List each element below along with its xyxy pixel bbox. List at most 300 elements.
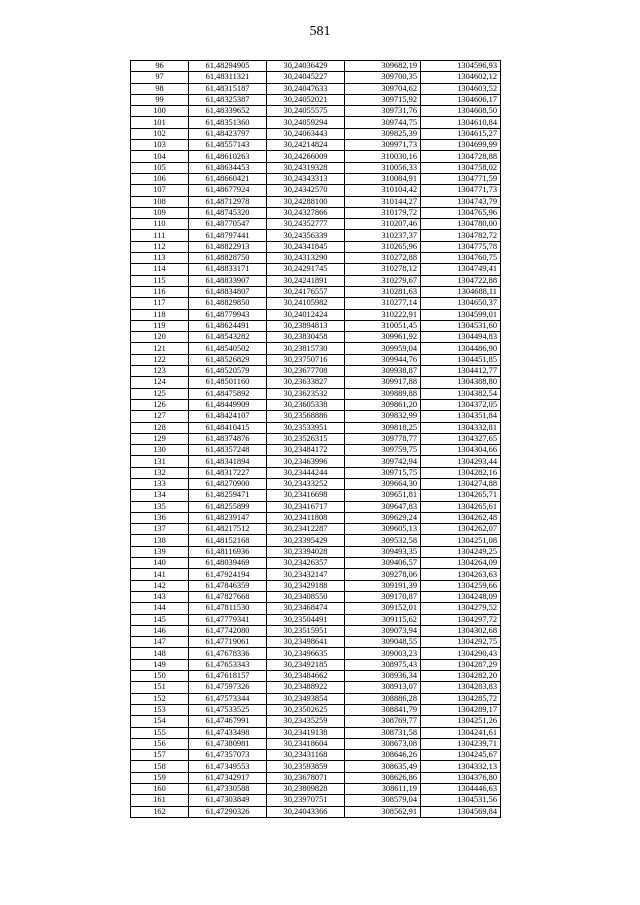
point-number-cell: 140 [131, 558, 189, 569]
latitude-cell: 61,48423797 [189, 128, 267, 139]
x-coordinate-cell: 310237,37 [345, 230, 421, 241]
point-number-cell: 135 [131, 501, 189, 512]
y-coordinate-cell: 1304722,88 [421, 275, 501, 286]
table-row [131, 738, 501, 749]
y-coordinate-cell: 1304782,72 [421, 230, 501, 241]
x-coordinate-cell: 309073,94 [345, 625, 421, 636]
longitude-cell: 30,23426357 [267, 558, 345, 569]
x-coordinate-cell: 308635,49 [345, 761, 421, 772]
table-row [131, 173, 501, 184]
point-number-cell: 129 [131, 433, 189, 444]
longitude-cell: 30,23496635 [267, 648, 345, 659]
latitude-cell: 61,48475892 [189, 388, 267, 399]
latitude-cell: 61,47330588 [189, 784, 267, 795]
latitude-cell: 61,48520579 [189, 366, 267, 377]
point-number-cell: 151 [131, 682, 189, 693]
y-coordinate-cell: 1304775,78 [421, 241, 501, 252]
y-coordinate-cell: 1304259,66 [421, 580, 501, 591]
y-coordinate-cell: 1304302,68 [421, 625, 501, 636]
x-coordinate-cell: 308562,91 [345, 806, 421, 817]
y-coordinate-cell: 1304608,50 [421, 106, 501, 117]
table-row [131, 207, 501, 218]
x-coordinate-cell: 310056,33 [345, 162, 421, 173]
longitude-cell: 30,23633827 [267, 377, 345, 388]
point-number-cell: 161 [131, 795, 189, 806]
latitude-cell: 61,48526829 [189, 354, 267, 365]
longitude-cell: 30,23411808 [267, 512, 345, 523]
latitude-cell: 61,48410415 [189, 422, 267, 433]
table-row [131, 61, 501, 72]
latitude-cell: 61,48833907 [189, 275, 267, 286]
point-number-cell: 114 [131, 264, 189, 275]
point-number-cell: 142 [131, 580, 189, 591]
longitude-cell: 30,24291745 [267, 264, 345, 275]
point-number-cell: 122 [131, 354, 189, 365]
x-coordinate-cell: 310277,14 [345, 298, 421, 309]
y-coordinate-cell: 1304771,59 [421, 173, 501, 184]
longitude-cell: 30,23493854 [267, 693, 345, 704]
x-coordinate-cell: 309664,30 [345, 478, 421, 489]
x-coordinate-cell: 309742,94 [345, 456, 421, 467]
point-number-cell: 96 [131, 61, 189, 72]
latitude-cell: 61,48424107 [189, 411, 267, 422]
table-row [131, 320, 501, 331]
longitude-cell: 30,24043366 [267, 806, 345, 817]
y-coordinate-cell: 1304351,84 [421, 411, 501, 422]
table-row [131, 332, 501, 343]
x-coordinate-cell: 309406,57 [345, 558, 421, 569]
x-coordinate-cell: 309682,19 [345, 61, 421, 72]
point-number-cell: 143 [131, 591, 189, 602]
latitude-cell: 61,47742080 [189, 625, 267, 636]
x-coordinate-cell: 310207,46 [345, 219, 421, 230]
latitude-cell: 61,47573344 [189, 693, 267, 704]
latitude-cell: 61,47924194 [189, 569, 267, 580]
y-coordinate-cell: 1304263,63 [421, 569, 501, 580]
point-number-cell: 117 [131, 298, 189, 309]
latitude-cell: 61,48770547 [189, 219, 267, 230]
table-row [131, 569, 501, 580]
point-number-cell: 134 [131, 490, 189, 501]
point-number-cell: 154 [131, 716, 189, 727]
longitude-cell: 30,23515951 [267, 625, 345, 636]
latitude-cell: 61,48357248 [189, 445, 267, 456]
y-coordinate-cell: 1304292,75 [421, 637, 501, 648]
longitude-cell: 30,23432147 [267, 569, 345, 580]
point-number-cell: 123 [131, 366, 189, 377]
table-row [131, 298, 501, 309]
x-coordinate-cell: 308646,26 [345, 750, 421, 761]
longitude-cell: 30,24045227 [267, 72, 345, 83]
y-coordinate-cell: 1304262,48 [421, 512, 501, 523]
latitude-cell: 61,48449909 [189, 399, 267, 410]
y-coordinate-cell: 1304596,93 [421, 61, 501, 72]
point-number-cell: 155 [131, 727, 189, 738]
latitude-cell: 61,48677924 [189, 185, 267, 196]
table-row [131, 162, 501, 173]
x-coordinate-cell: 310279,67 [345, 275, 421, 286]
y-coordinate-cell: 1304282,20 [421, 671, 501, 682]
point-number-cell: 132 [131, 467, 189, 478]
point-number-cell: 139 [131, 546, 189, 557]
longitude-cell: 30,23593859 [267, 761, 345, 772]
x-coordinate-cell: 310272,88 [345, 253, 421, 264]
longitude-cell: 30,23533951 [267, 422, 345, 433]
x-coordinate-cell: 309647,83 [345, 501, 421, 512]
point-number-cell: 159 [131, 772, 189, 783]
latitude-cell: 61,48797441 [189, 230, 267, 241]
y-coordinate-cell: 1304688,11 [421, 286, 501, 297]
point-number-cell: 148 [131, 648, 189, 659]
point-number-cell: 99 [131, 94, 189, 105]
y-coordinate-cell: 1304251,08 [421, 535, 501, 546]
y-coordinate-cell: 1304376,80 [421, 772, 501, 783]
x-coordinate-cell: 309778,77 [345, 433, 421, 444]
longitude-cell: 30,23408550 [267, 591, 345, 602]
latitude-cell: 61,47349553 [189, 761, 267, 772]
latitude-cell: 61,47357073 [189, 750, 267, 761]
table-row [131, 309, 501, 320]
longitude-cell: 30,23568886 [267, 411, 345, 422]
longitude-cell: 30,24063443 [267, 128, 345, 139]
point-number-cell: 108 [131, 196, 189, 207]
longitude-cell: 30,23433252 [267, 478, 345, 489]
latitude-cell: 61,48634453 [189, 162, 267, 173]
longitude-cell: 30,24047633 [267, 83, 345, 94]
longitude-cell: 30,24352777 [267, 219, 345, 230]
y-coordinate-cell: 1304249,25 [421, 546, 501, 557]
longitude-cell: 30,24214824 [267, 140, 345, 151]
table-row [131, 535, 501, 546]
y-coordinate-cell: 1304290,43 [421, 648, 501, 659]
x-coordinate-cell: 310265,96 [345, 241, 421, 252]
table-row [131, 377, 501, 388]
latitude-cell: 61,48239147 [189, 512, 267, 523]
longitude-cell: 30,23463996 [267, 456, 345, 467]
table-row [131, 411, 501, 422]
table-row [131, 512, 501, 523]
point-number-cell: 127 [131, 411, 189, 422]
point-number-cell: 128 [131, 422, 189, 433]
table-row [131, 117, 501, 128]
longitude-cell: 30,24343313 [267, 173, 345, 184]
longitude-cell: 30,23526315 [267, 433, 345, 444]
point-number-cell: 162 [131, 806, 189, 817]
table-row [131, 693, 501, 704]
longitude-cell: 30,23416717 [267, 501, 345, 512]
y-coordinate-cell: 1304602,12 [421, 72, 501, 83]
y-coordinate-cell: 1304297,72 [421, 614, 501, 625]
longitude-cell: 30,24055575 [267, 106, 345, 117]
latitude-cell: 61,48624491 [189, 320, 267, 331]
longitude-cell: 30,24059294 [267, 117, 345, 128]
y-coordinate-cell: 1304332,13 [421, 761, 501, 772]
y-coordinate-cell: 1304606,17 [421, 94, 501, 105]
coordinates-table-body [131, 61, 501, 818]
table-row [131, 501, 501, 512]
y-coordinate-cell: 1304241,61 [421, 727, 501, 738]
table-row [131, 671, 501, 682]
x-coordinate-cell: 309700,35 [345, 72, 421, 83]
y-coordinate-cell: 1304599,01 [421, 309, 501, 320]
y-coordinate-cell: 1304699,99 [421, 140, 501, 151]
table-row [131, 366, 501, 377]
table-row [131, 83, 501, 94]
x-coordinate-cell: 310278,12 [345, 264, 421, 275]
point-number-cell: 104 [131, 151, 189, 162]
x-coordinate-cell: 308841,79 [345, 704, 421, 715]
point-number-cell: 97 [131, 72, 189, 83]
longitude-cell: 30,24105982 [267, 298, 345, 309]
x-coordinate-cell: 310281,63 [345, 286, 421, 297]
point-number-cell: 115 [131, 275, 189, 286]
point-number-cell: 107 [131, 185, 189, 196]
x-coordinate-cell: 309605,13 [345, 524, 421, 535]
latitude-cell: 61,47779341 [189, 614, 267, 625]
x-coordinate-cell: 309938,87 [345, 366, 421, 377]
latitude-cell: 61,47719061 [189, 637, 267, 648]
longitude-cell: 30,23431168 [267, 750, 345, 761]
y-coordinate-cell: 1304248,09 [421, 591, 501, 602]
table-row [131, 478, 501, 489]
longitude-cell: 30,23750716 [267, 354, 345, 365]
table-row [131, 637, 501, 648]
latitude-cell: 61,48039469 [189, 558, 267, 569]
latitude-cell: 61,48374876 [189, 433, 267, 444]
latitude-cell: 61,48351360 [189, 117, 267, 128]
latitude-cell: 61,48317227 [189, 467, 267, 478]
latitude-cell: 61,47846359 [189, 580, 267, 591]
table-row [131, 151, 501, 162]
latitude-cell: 61,48557143 [189, 140, 267, 151]
y-coordinate-cell: 1304531,56 [421, 795, 501, 806]
longitude-cell: 30,23605338 [267, 399, 345, 410]
table-row [131, 354, 501, 365]
y-coordinate-cell: 1304327,65 [421, 433, 501, 444]
longitude-cell: 30,23830458 [267, 332, 345, 343]
latitude-cell: 61,47342917 [189, 772, 267, 783]
x-coordinate-cell: 310222,91 [345, 309, 421, 320]
table-row [131, 659, 501, 670]
table-row [131, 140, 501, 151]
latitude-cell: 61,48745320 [189, 207, 267, 218]
table-row [131, 399, 501, 410]
longitude-cell: 30,24356339 [267, 230, 345, 241]
x-coordinate-cell: 309715,92 [345, 94, 421, 105]
point-number-cell: 105 [131, 162, 189, 173]
longitude-cell: 30,24036429 [267, 61, 345, 72]
x-coordinate-cell: 310084,91 [345, 173, 421, 184]
latitude-cell: 61,48822913 [189, 241, 267, 252]
table-row [131, 467, 501, 478]
table-row [131, 784, 501, 795]
x-coordinate-cell: 308886,28 [345, 693, 421, 704]
table-row [131, 704, 501, 715]
point-number-cell: 157 [131, 750, 189, 761]
point-number-cell: 102 [131, 128, 189, 139]
table-row [131, 591, 501, 602]
point-number-cell: 136 [131, 512, 189, 523]
x-coordinate-cell: 308673,08 [345, 738, 421, 749]
latitude-cell: 61,48540502 [189, 343, 267, 354]
page-number: 581 [309, 24, 331, 39]
y-coordinate-cell: 1304758,02 [421, 162, 501, 173]
table-row [131, 795, 501, 806]
longitude-cell: 30,23484172 [267, 445, 345, 456]
point-number-cell: 106 [131, 173, 189, 184]
longitude-cell: 30,24327866 [267, 207, 345, 218]
y-coordinate-cell: 1304388,80 [421, 377, 501, 388]
point-number-cell: 149 [131, 659, 189, 670]
y-coordinate-cell: 1304264,09 [421, 558, 501, 569]
longitude-cell: 30,23504491 [267, 614, 345, 625]
table-row [131, 772, 501, 783]
point-number-cell: 101 [131, 117, 189, 128]
table-row [131, 343, 501, 354]
longitude-cell: 30,24319328 [267, 162, 345, 173]
table-row [131, 648, 501, 659]
point-number-cell: 98 [131, 83, 189, 94]
point-number-cell: 146 [131, 625, 189, 636]
latitude-cell: 61,48543282 [189, 332, 267, 343]
point-number-cell: 138 [131, 535, 189, 546]
table-row [131, 433, 501, 444]
y-coordinate-cell: 1304332,81 [421, 422, 501, 433]
y-coordinate-cell: 1304760,75 [421, 253, 501, 264]
longitude-cell: 30,23815730 [267, 343, 345, 354]
x-coordinate-cell: 309744,75 [345, 117, 421, 128]
latitude-cell: 61,47380981 [189, 738, 267, 749]
latitude-cell: 61,47678336 [189, 648, 267, 659]
latitude-cell: 61,48152168 [189, 535, 267, 546]
x-coordinate-cell: 309651,81 [345, 490, 421, 501]
longitude-cell: 30,23678071 [267, 772, 345, 783]
table-row [131, 94, 501, 105]
y-coordinate-cell: 1304279,52 [421, 603, 501, 614]
point-number-cell: 116 [131, 286, 189, 297]
point-number-cell: 124 [131, 377, 189, 388]
x-coordinate-cell: 309832,99 [345, 411, 421, 422]
latitude-cell: 61,48829850 [189, 298, 267, 309]
longitude-cell: 30,24052021 [267, 94, 345, 105]
latitude-cell: 61,48294905 [189, 61, 267, 72]
point-number-cell: 100 [131, 106, 189, 117]
point-number-cell: 147 [131, 637, 189, 648]
point-number-cell: 153 [131, 704, 189, 715]
latitude-cell: 61,48217512 [189, 524, 267, 535]
table-row [131, 241, 501, 252]
longitude-cell: 30,24341845 [267, 241, 345, 252]
x-coordinate-cell: 309170,87 [345, 591, 421, 602]
point-number-cell: 112 [131, 241, 189, 252]
point-number-cell: 133 [131, 478, 189, 489]
table-row [131, 580, 501, 591]
y-coordinate-cell: 1304265,61 [421, 501, 501, 512]
longitude-cell: 30,23492185 [267, 659, 345, 670]
latitude-cell: 61,47303849 [189, 795, 267, 806]
latitude-cell: 61,47827668 [189, 591, 267, 602]
table-row [131, 490, 501, 501]
longitude-cell: 30,24342570 [267, 185, 345, 196]
point-number-cell: 121 [131, 343, 189, 354]
x-coordinate-cell: 309115,62 [345, 614, 421, 625]
latitude-cell: 61,48325387 [189, 94, 267, 105]
table-row [131, 761, 501, 772]
point-number-cell: 144 [131, 603, 189, 614]
x-coordinate-cell: 310104,42 [345, 185, 421, 196]
y-coordinate-cell: 1304412,77 [421, 366, 501, 377]
y-coordinate-cell: 1304603,52 [421, 83, 501, 94]
table-row [131, 445, 501, 456]
x-coordinate-cell: 310051,45 [345, 320, 421, 331]
x-coordinate-cell: 309152,01 [345, 603, 421, 614]
longitude-cell: 30,23419138 [267, 727, 345, 738]
x-coordinate-cell: 309959,04 [345, 343, 421, 354]
table-row [131, 625, 501, 636]
x-coordinate-cell: 309003,23 [345, 648, 421, 659]
point-number-cell: 130 [131, 445, 189, 456]
table-row [131, 196, 501, 207]
x-coordinate-cell: 308936,34 [345, 671, 421, 682]
latitude-cell: 61,47290326 [189, 806, 267, 817]
latitude-cell: 61,47467991 [189, 716, 267, 727]
longitude-cell: 30,23395429 [267, 535, 345, 546]
longitude-cell: 30,24012424 [267, 309, 345, 320]
point-number-cell: 109 [131, 207, 189, 218]
y-coordinate-cell: 1304771,73 [421, 185, 501, 196]
y-coordinate-cell: 1304780,00 [421, 219, 501, 230]
y-coordinate-cell: 1304486,90 [421, 343, 501, 354]
point-number-cell: 145 [131, 614, 189, 625]
table-row [131, 716, 501, 727]
latitude-cell: 61,48660421 [189, 173, 267, 184]
y-coordinate-cell: 1304615,27 [421, 128, 501, 139]
longitude-cell: 30,23498641 [267, 637, 345, 648]
longitude-cell: 30,23435259 [267, 716, 345, 727]
x-coordinate-cell: 309629,24 [345, 512, 421, 523]
x-coordinate-cell: 309944,76 [345, 354, 421, 365]
longitude-cell: 30,23623532 [267, 388, 345, 399]
latitude-cell: 61,48834807 [189, 286, 267, 297]
y-coordinate-cell: 1304382,54 [421, 388, 501, 399]
latitude-cell: 61,48341894 [189, 456, 267, 467]
latitude-cell: 61,48259471 [189, 490, 267, 501]
latitude-cell: 61,48116936 [189, 546, 267, 557]
table-row [131, 603, 501, 614]
longitude-cell: 30,23429188 [267, 580, 345, 591]
longitude-cell: 30,23484662 [267, 671, 345, 682]
table-row [131, 558, 501, 569]
y-coordinate-cell: 1304569,84 [421, 806, 501, 817]
x-coordinate-cell: 309278,06 [345, 569, 421, 580]
point-number-cell: 126 [131, 399, 189, 410]
point-number-cell: 125 [131, 388, 189, 399]
latitude-cell: 61,47811530 [189, 603, 267, 614]
point-number-cell: 119 [131, 320, 189, 331]
y-coordinate-cell: 1304610,84 [421, 117, 501, 128]
table-row [131, 230, 501, 241]
y-coordinate-cell: 1304531,60 [421, 320, 501, 331]
y-coordinate-cell: 1304304,66 [421, 445, 501, 456]
x-coordinate-cell: 309191,39 [345, 580, 421, 591]
point-number-cell: 150 [131, 671, 189, 682]
longitude-cell: 30,23502625 [267, 704, 345, 715]
table-row [131, 750, 501, 761]
point-number-cell: 158 [131, 761, 189, 772]
longitude-cell: 30,23444244 [267, 467, 345, 478]
y-coordinate-cell: 1304251,26 [421, 716, 501, 727]
x-coordinate-cell: 310179,72 [345, 207, 421, 218]
